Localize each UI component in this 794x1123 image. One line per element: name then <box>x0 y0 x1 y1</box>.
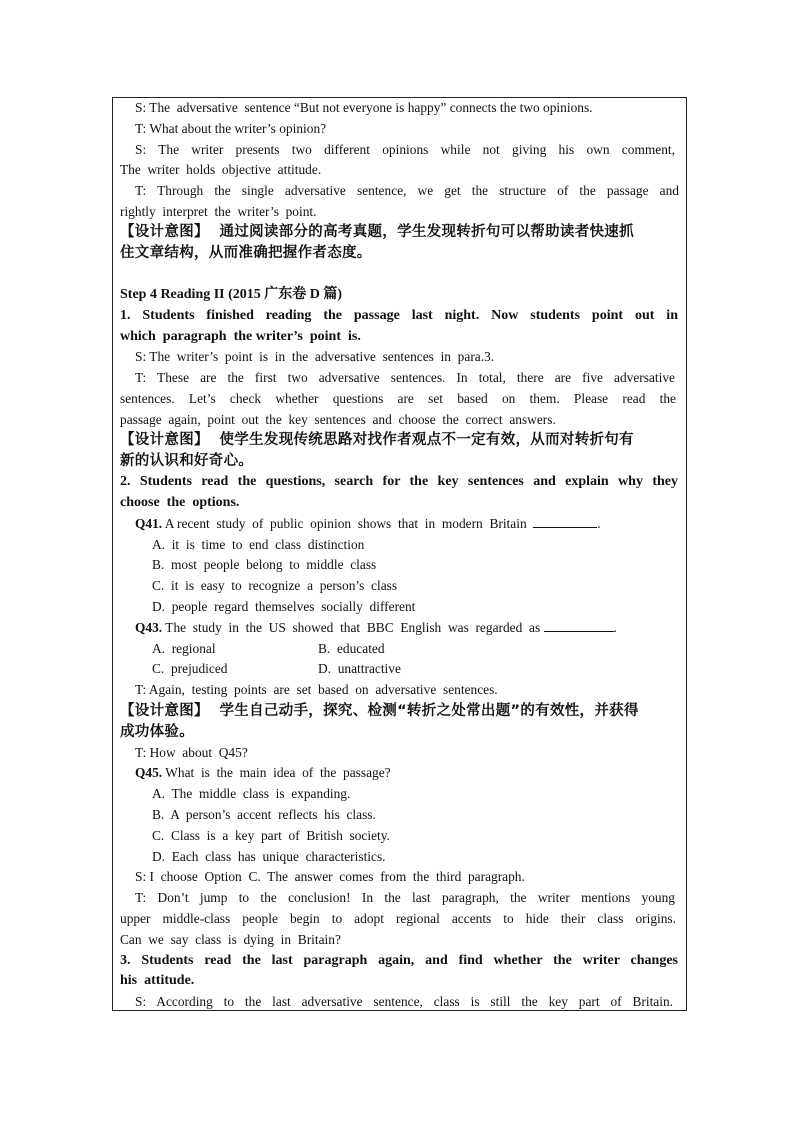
teacher-comment: T: Again, testing points are set based on adversative sentences. <box>135 682 498 697</box>
option-b: B. A person’s accent reflects his class. <box>152 807 376 822</box>
question-q43 <box>135 618 695 639</box>
student-response: S: According to the last adversative sentence, class is still the key part of Britain. <box>135 994 673 1009</box>
question-q41 <box>135 514 695 535</box>
question-stem: A recent study of public opinion shows that in modern Britain <box>162 516 534 531</box>
option-a: A. The middle class is expanding. <box>152 786 351 801</box>
option-b: B. most people belong to middle class <box>152 557 377 572</box>
task-instruction: 1. Students finished reading the passage last night. Now students point out in <box>120 308 678 323</box>
option-a: A. it is time to end class distinction <box>152 537 365 552</box>
option-d: D. unattractive <box>318 661 401 676</box>
teacher-comment-cont: passage again, point out the key sentences and choose the correct answers. <box>120 412 556 427</box>
option-a: A. regional <box>152 641 216 656</box>
teacher-comment-cont: sentences. Let’s check whether questions are set based on them. Please read the <box>120 391 676 406</box>
teacher-question: T: What about the writer’s opinion? <box>135 121 327 136</box>
task-instruction-cont: choose the options. <box>120 495 240 510</box>
answer-blank <box>544 618 614 632</box>
teacher-comment: T: These are the first two adversative sentences. In total, there are five adversative <box>135 370 675 385</box>
option-d: D. people regard themselves socially different <box>152 599 416 614</box>
student-response: S: The writer presents two different opinions while not giving his own comment, <box>135 142 675 157</box>
teacher-comment: T: Through the single adversative sentence, we get the structure of the passage and <box>135 183 679 198</box>
question-number: Q43. <box>135 620 163 635</box>
teacher-comment-cont: rightly interpret the writer’s point. <box>120 204 317 219</box>
task-instruction-cont: which paragraph the writer’s point is. <box>120 329 361 344</box>
design-intent-note-cont: 住文章结构，从而准确把握作者态度。 <box>120 245 372 261</box>
question-stem: What is the main idea of the passage? <box>162 765 391 780</box>
student-response: S: The adversative sentence “But not everyone is happy” connects the two opinions. <box>135 100 593 115</box>
step-heading: Step 4 Reading II (2015 广东卷 D 篇) <box>120 287 343 302</box>
task-instruction-cont: his attitude. <box>120 973 195 988</box>
teacher-question: T: How about Q45? <box>135 745 248 760</box>
design-intent-note: 【设计意图】 学生自己动手，探究、检测“转折之处常出题”的有效性，并获得 <box>120 703 639 719</box>
design-intent-note-cont: 新的认识和好奇心。 <box>120 453 254 469</box>
question-end: . <box>597 516 601 531</box>
option-c: C. prejudiced <box>152 661 228 676</box>
student-response-cont: The writer holds objective attitude. <box>120 162 322 177</box>
design-intent-note-cont: 成功体验。 <box>120 724 194 740</box>
task-instruction: 3. Students read the last paragraph again, and find whether the writer changes <box>120 953 678 968</box>
option-d: D. Each class has unique characteristics. <box>152 849 386 864</box>
option-c: C. Class is a key part of British society. <box>152 828 390 843</box>
design-intent-note: 【设计意图】 通过阅读部分的高考真题，学生发现转折句可以帮助读者快速抓 <box>120 224 634 240</box>
teacher-comment-cont: upper middle-class people begin to adopt regional accents to hide their class origins. <box>120 911 676 926</box>
question-number: Q45. <box>135 765 163 780</box>
task-instruction: 2. Students read the questions, search for the key sentences and explain why they <box>120 474 678 489</box>
teacher-comment: T: Don’t jump to the conclusion! In the last paragraph, the writer mentions young <box>135 890 675 905</box>
question-q45 <box>135 763 695 784</box>
option-b: B. educated <box>318 641 385 656</box>
design-intent-note: 【设计意图】 使学生发现传统思路对找作者观点不一定有效，从而对转折句有 <box>120 432 634 448</box>
question-end: . <box>613 620 617 635</box>
student-response: S: The writer’s point is in the adversative sentences in para.3. <box>135 349 495 364</box>
student-response: S: I choose Option C. The answer comes from the third paragraph. <box>135 869 525 884</box>
answer-blank <box>533 514 597 528</box>
question-number: Q41. <box>135 516 163 531</box>
teacher-comment-cont: Can we say class is dying in Britain? <box>120 932 341 947</box>
option-c: C. it is easy to recognize a person’s class <box>152 578 398 593</box>
question-stem: The study in the US showed that BBC English was regarded as <box>162 620 544 635</box>
